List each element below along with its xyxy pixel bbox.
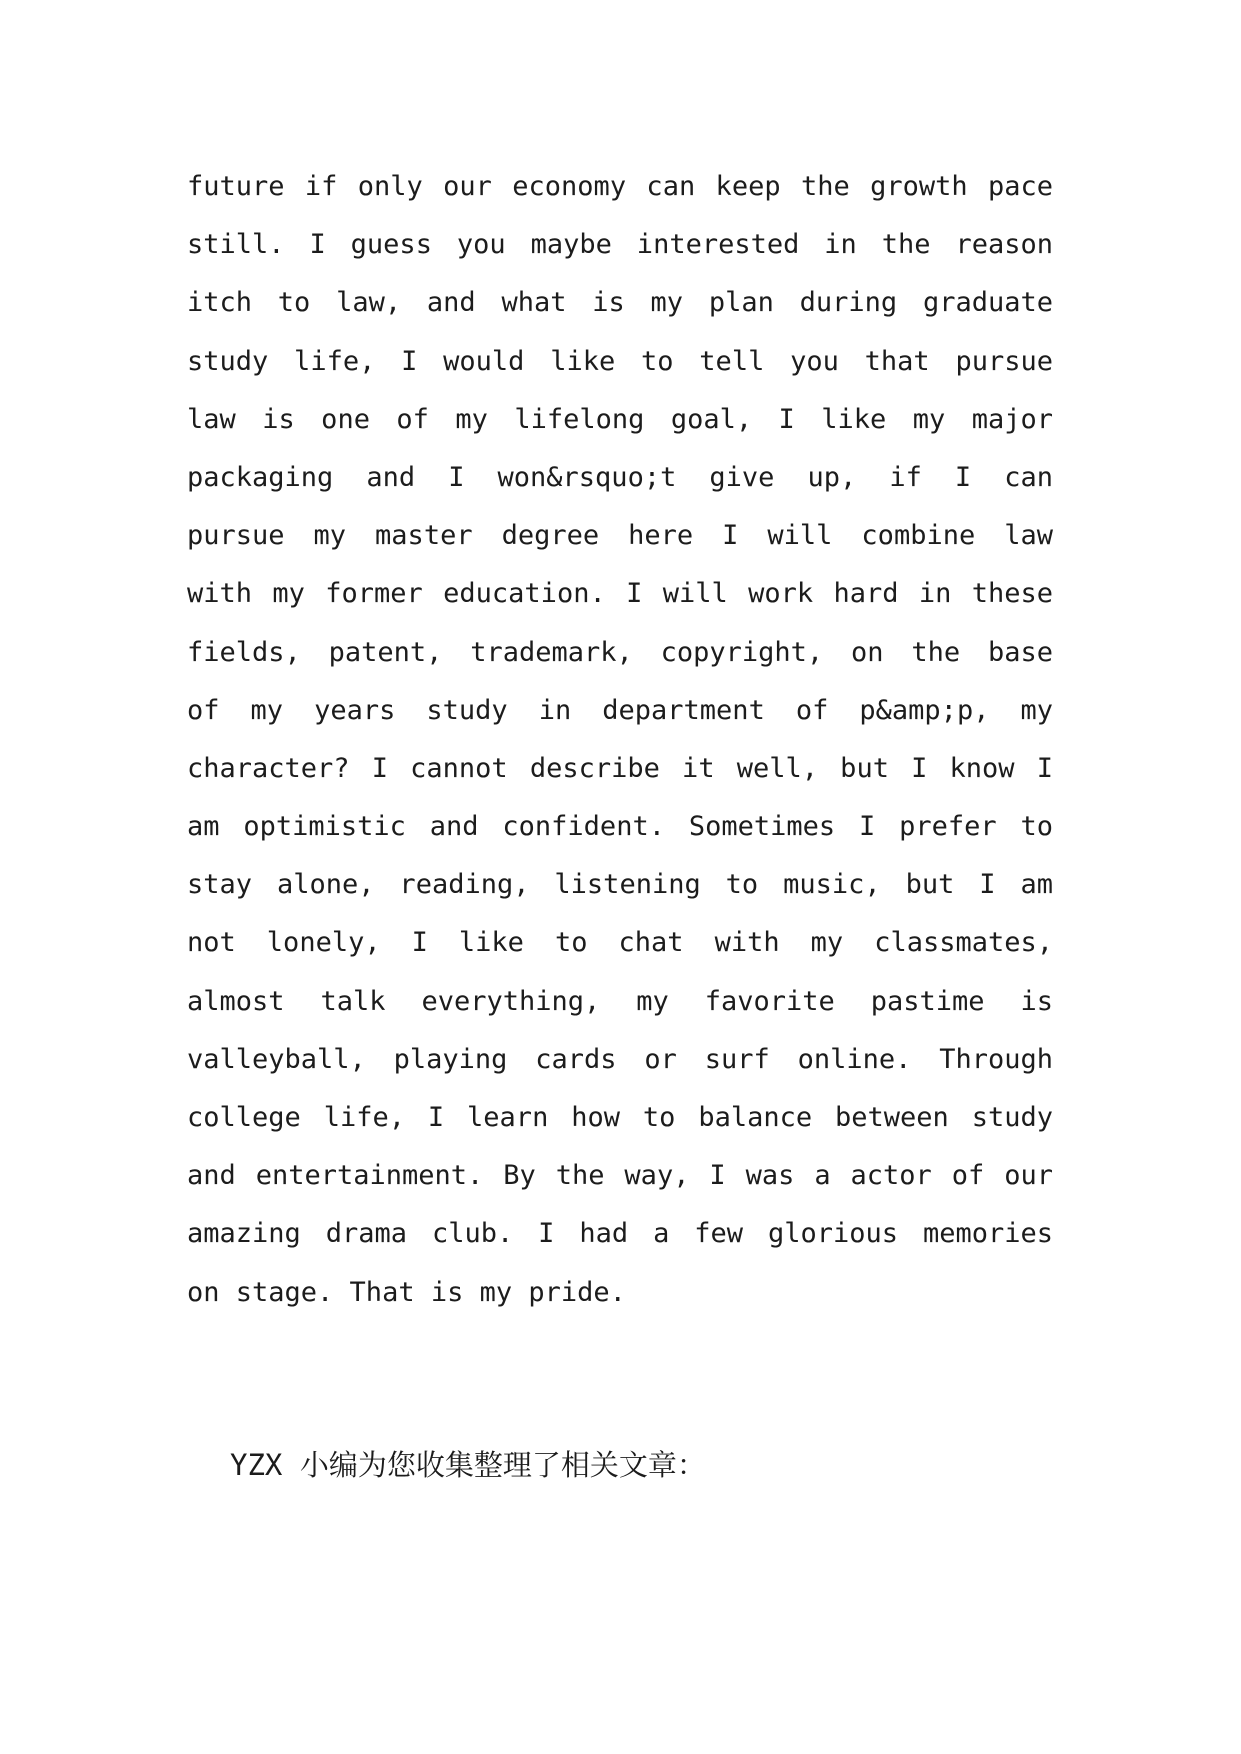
paragraph-line: future if only our economy can keep the growth pace xyxy=(187,171,1053,202)
paragraph-line: character? I cannot describe it well, but I know I xyxy=(187,752,1053,784)
paragraph-line: with my former education. I will work hard in these xyxy=(187,578,1053,610)
paragraph-line: on stage. That is my pride. xyxy=(187,1276,626,1308)
paragraph-line: of my years study in department of p&amp;p, my xyxy=(187,694,1053,726)
related-articles-heading: YZX 小编为您收集整理了相关文章： xyxy=(230,1448,706,1482)
paragraph-line: fields, patent, trademark, copyright, on the base xyxy=(187,636,1053,668)
paragraph-line: and entertainment. By the way, I was a actor of our xyxy=(187,1160,1053,1192)
paragraph-line: valleyball, playing cards or surf online. Through xyxy=(187,1043,1053,1075)
paragraph-line: college life, I learn how to balance between study xyxy=(187,1102,1053,1133)
paragraph-line: itch to law, and what is my plan during graduate xyxy=(187,287,1053,319)
paragraph-line: stay alone, reading, listening to music, but I am xyxy=(187,869,1053,901)
paragraph-line: study life, I would like to tell you that pursue xyxy=(187,345,1053,377)
paragraph-line: pursue my master degree here I will combine law xyxy=(187,520,1053,552)
paragraph-line: law is one of my lifelong goal, I like my major xyxy=(187,403,1053,435)
body-paragraph xyxy=(187,158,1053,1322)
paragraph-line: almost talk everything, my favorite pastime is xyxy=(187,985,1053,1017)
paragraph-line: am optimistic and confident. Sometimes I prefer to xyxy=(187,811,1053,843)
paragraph-line: packaging and I won&rsquo;t give up, if I can xyxy=(187,461,1053,493)
paragraph-line: not lonely, I like to chat with my classmates, xyxy=(187,927,1053,959)
paragraph-line: amazing drama club. I had a few glorious memories xyxy=(187,1218,1053,1250)
paragraph-line: still. I guess you maybe interested in the reason xyxy=(187,229,1053,261)
